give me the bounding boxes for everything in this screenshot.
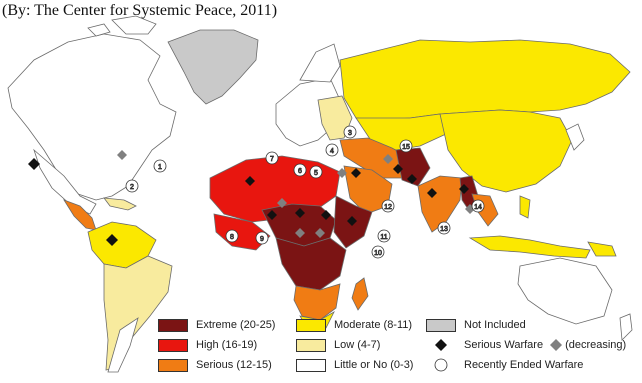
svg-text:1: 1 [158,164,162,171]
moderate-swatch [296,319,326,332]
legend-low [296,336,380,354]
high-swatch [158,339,188,352]
scandinavia [300,44,340,82]
map-legend [150,314,630,380]
svg-text:5: 5 [314,170,318,177]
legend-extreme [158,316,275,334]
svg-text:10: 10 [374,250,382,257]
papua-new-guinea [588,242,616,256]
legend-label: High (16-19) [196,339,258,351]
legend-not-included [426,316,526,334]
legend-label: Recently Ended Warfare [464,359,584,371]
svg-text:6: 6 [298,168,302,175]
svg-text:12: 12 [384,204,392,211]
ended-marker [378,230,390,242]
philippines [520,196,530,218]
svg-text:9: 9 [260,236,264,243]
arctic-islands [88,16,156,36]
legend-label: (decreasing) [565,339,627,351]
circle-marker-icon [426,358,456,372]
gray-diamond-icon [549,338,563,352]
low-swatch [296,339,326,352]
indonesia [470,236,590,258]
legend-little [296,356,413,374]
legend-serious [158,356,272,374]
ended-marker [154,160,166,172]
legend-label: Serious Warfare [464,339,544,351]
legend-label: Extreme (20-25) [196,319,276,331]
legend-moderate [296,316,412,334]
svg-text:3: 3 [348,130,352,137]
not-included-swatch [426,319,456,332]
little-swatch [296,359,326,372]
svg-text:13: 13 [440,226,448,233]
extreme-swatch [158,319,188,332]
ended-marker [226,230,238,242]
caribbean [104,198,136,210]
svg-text:8: 8 [230,234,234,241]
legend-label: Moderate (8-11) [334,319,413,331]
svg-text:2: 2 [130,184,134,191]
central-africa [276,238,346,290]
svg-text:11: 11 [380,234,388,241]
legend-label: Serious (12-15) [196,359,272,371]
greenland [168,30,258,104]
ended-marker [256,232,268,244]
svg-text:4: 4 [330,148,334,155]
legend-label: Not Included [464,319,526,331]
svg-text:14: 14 [474,204,482,211]
ended-marker [126,180,138,192]
serious-swatch [158,359,188,372]
svg-text:15: 15 [402,144,410,151]
legend-ended [426,356,583,374]
ended-marker [438,222,450,234]
diamond-icon [426,338,456,352]
north-america [8,34,176,200]
legend-warfare [426,336,626,354]
ended-marker [472,200,484,212]
russia [340,40,630,120]
legend-label: Little or No (0-3) [334,359,414,371]
ended-marker [266,152,278,164]
map-caption: (By: The Center for Systemic Peace, 2011) [2,2,278,19]
ended-marker [310,166,322,178]
ended-marker [372,246,384,258]
ended-marker [344,126,356,138]
ended-marker [326,144,338,156]
legend-high [158,336,257,354]
ended-marker [382,200,394,212]
ended-marker [400,140,412,152]
ended-marker [294,164,306,176]
madagascar [352,278,368,310]
legend-label: Low (4-7) [334,339,381,351]
svg-text:7: 7 [270,156,274,163]
